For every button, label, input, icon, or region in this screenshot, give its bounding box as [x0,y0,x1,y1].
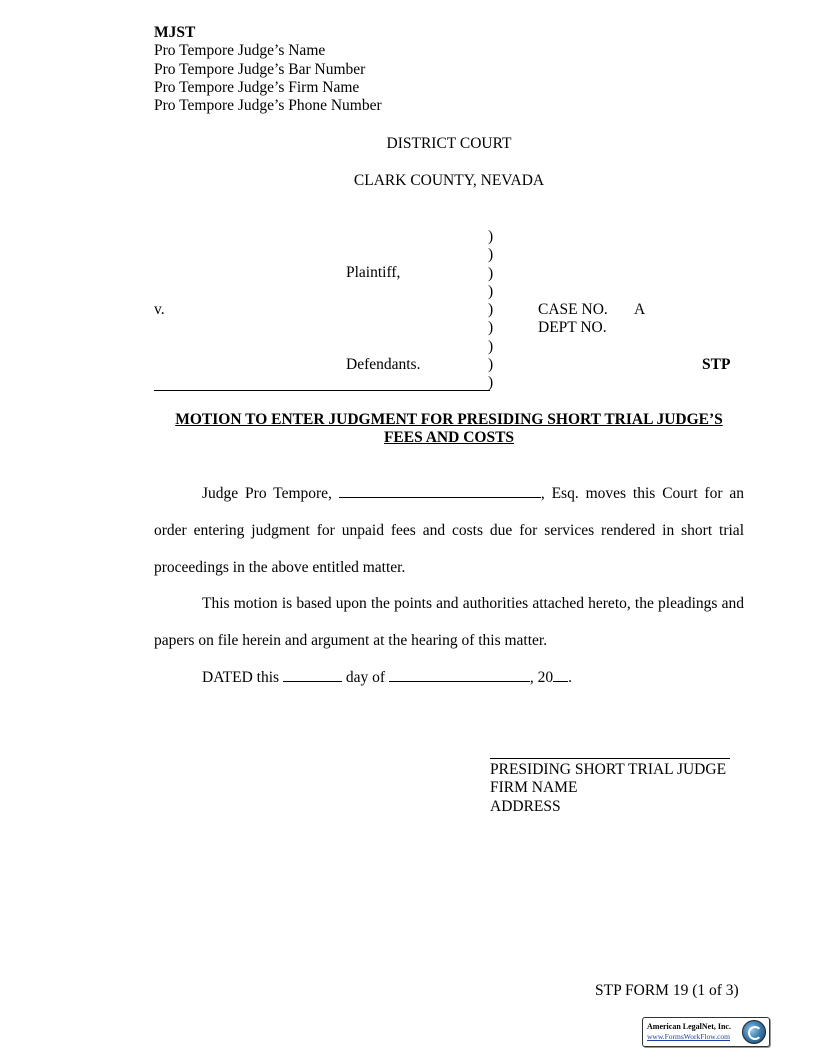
paren: ) [488,264,494,282]
logo-company: American LegalNet, Inc. [647,1022,731,1031]
dept-no-label: DEPT NO. [538,319,607,336]
defendant-label: Defendants. [346,356,421,373]
day-blank[interactable] [283,668,342,682]
paren: ) [488,374,494,392]
paren: ) [488,228,494,245]
paren: ) [488,337,494,355]
signature-block [490,761,726,816]
judge-info-block [154,24,382,115]
plaintiff-label: Plaintiff, [346,264,401,281]
dated-mid2: , 20 [529,669,554,686]
form-number: STP FORM 19 (1 of 3) [595,982,739,999]
dated-mid: day of [341,669,389,686]
motion-title [154,411,744,447]
signature-firm-name: FIRM NAME [490,779,578,797]
motion-title-line1: MOTION TO ENTER JUDGMENT FOR PRESIDING SHORT TRIAL JUDGE’S [175,411,723,428]
versus-label: v. [154,301,165,318]
judge-name: Pro Tempore Judge’s Name [154,42,326,60]
case-no-label: CASE NO. [538,301,608,318]
court-name: DISTRICT COURT [386,135,512,152]
caption-parentheses [488,228,493,393]
month-blank[interactable] [389,668,530,682]
signature-address: ADDRESS [490,797,561,815]
dated-line [202,668,572,687]
stp-label: STP [702,356,731,373]
paren: ) [488,282,494,300]
p1-end: , Esq. moves this Court for an order entering judgment for unpaid fees and costs due for services rendered in short trial proceedings in the above entitled matter. [154,485,744,576]
paren: ) [488,319,494,337]
logo-url[interactable]: www.FormsWorkFlow.com [647,1032,731,1041]
motion-paragraph-2: This motion is based upon the points and authorities attached hereto, the pleadings and papers on file herein and argument at the hearing of this matter. [154,595,744,649]
signature-title: PRESIDING SHORT TRIAL JUDGE [490,761,727,778]
signature-line[interactable] [490,758,730,759]
year-blank[interactable] [553,668,568,682]
judge-phone-number: Pro Tempore Judge’s Phone Number [154,97,382,115]
paren: ) [488,301,494,319]
court-county: CLARK COUNTY, NEVADA [353,172,545,189]
form-code: MJST [154,24,196,41]
motion-title-line2: FEES AND COSTS [383,429,515,446]
motion-paragraph-1 [154,475,744,586]
american-legalnet-logo[interactable] [642,1017,770,1047]
dated-start: DATED this [202,669,283,686]
paren: ) [488,356,494,374]
globe-logo-icon [742,1020,766,1044]
paren: ) [488,246,494,264]
case-no-value: A [634,301,646,318]
judge-firm-name: Pro Tempore Judge’s Firm Name [154,78,360,96]
dated-end: . [568,669,572,686]
judge-bar-number: Pro Tempore Judge’s Bar Number [154,60,366,78]
judge-name-blank[interactable] [339,484,541,498]
p1-start: Judge Pro Tempore, [202,485,339,502]
caption-rule [154,390,490,391]
